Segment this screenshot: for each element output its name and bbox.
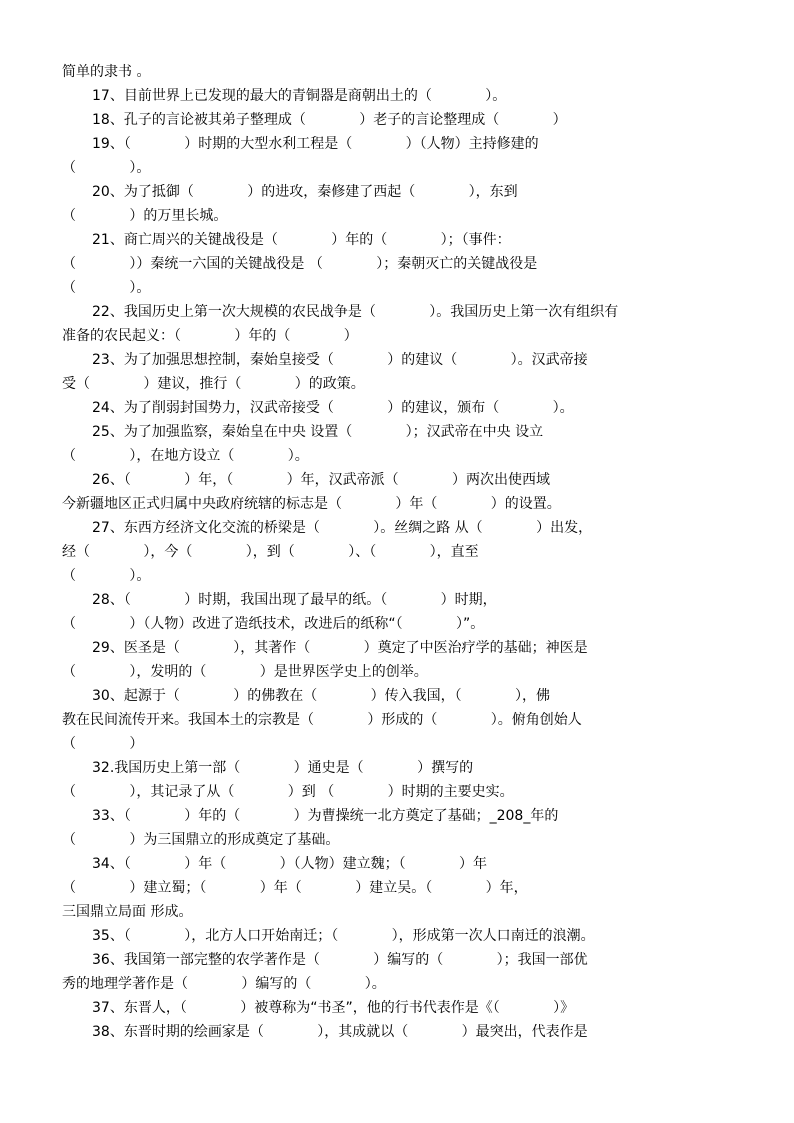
text-line: 三国鼎立局面 形成。 [62, 904, 193, 920]
text-line: 27、东西方经济文化交流的桥梁是（ ）。丝绸之路 从（ ）出发， [92, 520, 593, 536]
text-line: 17、目前世界上已发现的最大的青铜器是商朝出土的（ ）。 [92, 88, 507, 104]
text-line: （ ）的万里长城。 [62, 208, 228, 224]
text-line: 29、医圣是（ ），其著作（ ）奠定了中医治疗学的基础；神医是 [92, 640, 588, 656]
text-line: 教在民间流传开来。我国本土的宗教是（ ）形成的（ ）。俯角创始人 [62, 712, 582, 728]
text-line: 35、（ ），北方人口开始南迁；（ ），形成第一次人口南迁的浪潮。 [92, 928, 595, 944]
text-line: 26、（ ）年，（ ）年，汉武帝派（ ）两次出使西域 [92, 472, 551, 488]
text-line: （ ）。 [62, 160, 151, 176]
text-line: 21、商亡周兴的关键战役是（ ）年的（ ）；（事件： [92, 232, 511, 248]
text-line: （ ），发明的（ ）是世界医学史上的创举。 [62, 664, 428, 680]
text-line: 秀的地理学著作是（ ）编写的（ ）。 [62, 976, 386, 992]
text-line: 19、（ ）时期的大型水利工程是（ ）（人物）主持修建的 [92, 136, 539, 152]
text-line: （ ），在地方设立（ ）。 [62, 448, 309, 464]
text-line: 今新疆地区正式归属中央政府统辖的标志是（ ）年（ ）的设置。 [62, 496, 561, 512]
text-line: 36、我国第一部完整的农学著作是（ ）编写的（ ）；我国一部优 [92, 952, 588, 968]
text-line: （ ）建立蜀；（ ）年（ ）建立吴。（ ）年， [62, 880, 528, 896]
text-line: 受（ ）建议，推行（ ）的政策。 [62, 376, 365, 392]
text-line: 33、（ ）年的（ ）为曹操统一北方奠定了基础；_208_年的 [92, 808, 559, 824]
text-line: 25、为了加强监察，秦始皇在中央 设置（ ）；汉武帝在中央 设立 [92, 424, 544, 440]
text-line: 34、（ ）年（ ）（人物）建立魏；（ ）年 [92, 856, 488, 872]
text-line: （ ）。 [62, 568, 151, 584]
text-line: 37、东晋人，（ ）被尊称为“书圣”，他的行书代表作是《（ ）》 [92, 1000, 575, 1016]
text-line: 22、我国历史上第一次大规模的农民战争是（ ）。我国历史上第一次有组织有 [92, 304, 619, 320]
text-line: 18、孔子的言论被其弟子整理成（ ）老子的言论整理成（ ） [92, 112, 567, 128]
text-line: （ ）为三国鼎立的形成奠定了基础。 [62, 832, 340, 848]
text-line: （ ））秦统一六国的关键战役是 （ ）；秦朝灭亡的关键战役是 [62, 256, 538, 272]
text-line: 38、东晋时期的绘画家是（ ），其成就以（ ）最突出，代表作是 [92, 1024, 588, 1040]
text-line: 23、为了加强思想控制，秦始皇接受（ ）的建议（ ）。汉武帝接 [92, 352, 588, 368]
text-line: 30、起源于（ ）的佛教在（ ）传入我国，（ ），佛 [92, 688, 551, 704]
text-line: 20、为了抵御（ ）的进攻，秦修建了西起（ ），东到 [92, 184, 518, 200]
text-line: （ ），其记录了从（ ）到 （ ）时期的主要史实。 [62, 784, 514, 800]
text-line: 经（ ），今（ ），到（ ）、（ ），直至 [62, 544, 479, 560]
text-line: （ ） [62, 736, 144, 752]
text-line: 24、为了削弱封国势力，汉武帝接受（ ）的建议，颁布（ ）。 [92, 400, 574, 416]
text-line: （ ）（人物）改进了造纸技术，改进后的纸称“（ ）”。 [62, 616, 485, 632]
worksheet-body [62, 60, 736, 1044]
text-line: 32.我国历史上第一部（ ）通史是（ ）撰写的 [92, 760, 474, 776]
text-line: 简单的隶书 。 [62, 64, 151, 80]
text-line: 28、（ ）时期，我国出现了最早的纸。（ ）时期， [92, 592, 497, 608]
text-line: （ ）。 [62, 280, 151, 296]
text-line: 准备的农民起义：（ ）年的（ ） [62, 328, 358, 344]
